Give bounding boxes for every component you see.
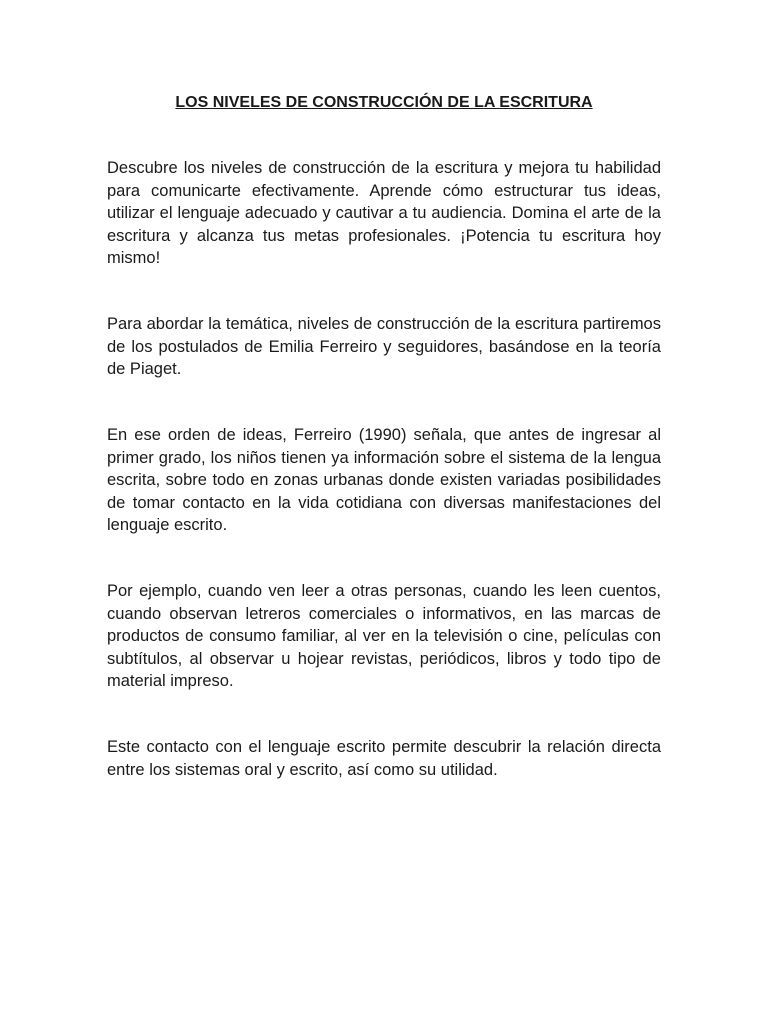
- paragraph-ferreiro: En ese orden de ideas, Ferreiro (1990) señala, que antes de ingresar al primer grado, los niños tienen ya información sobre el sistema de la lengua escrita, sobre todo en zonas urbanas donde existen variadas posibilidades de tomar contacto en la vida cotidiana con diversas manifestaciones del lenguaje escrito.: [107, 426, 661, 534]
- paragraph-intro: Descubre los niveles de construcción de la escritura y mejora tu habilidad para comunicarte efectivamente. Aprende cómo estructurar tus ideas, utilizar el lenguaje adecuado y cautivar a tu audiencia. Domina el arte de la escritura y alcanza tus metas profesionales. ¡Potencia tu escritura hoy mismo!: [107, 159, 661, 267]
- paragraph-conclusion: Este contacto con el lenguaje escrito permite descubrir la relación directa entre los sistemas oral y escrito, así como su utilidad.: [107, 738, 661, 779]
- paragraph-examples: Por ejemplo, cuando ven leer a otras personas, cuando les leen cuentos, cuando observan letreros comerciales o informativos, en las marcas de productos de consumo familiar, al ver en la televisión o cine, películas con subtítulos, al observar u hojear revistas, periódicos, libros y todo tipo de material impreso.: [107, 582, 661, 690]
- paragraph-approach: Para abordar la temática, niveles de construcción de la escritura partiremos de los postulados de Emilia Ferreiro y seguidores, basándose en la teoría de Piaget.: [107, 315, 661, 378]
- document-title: LOS NIVELES DE CONSTRUCCIÓN DE LA ESCRITURA: [175, 94, 593, 111]
